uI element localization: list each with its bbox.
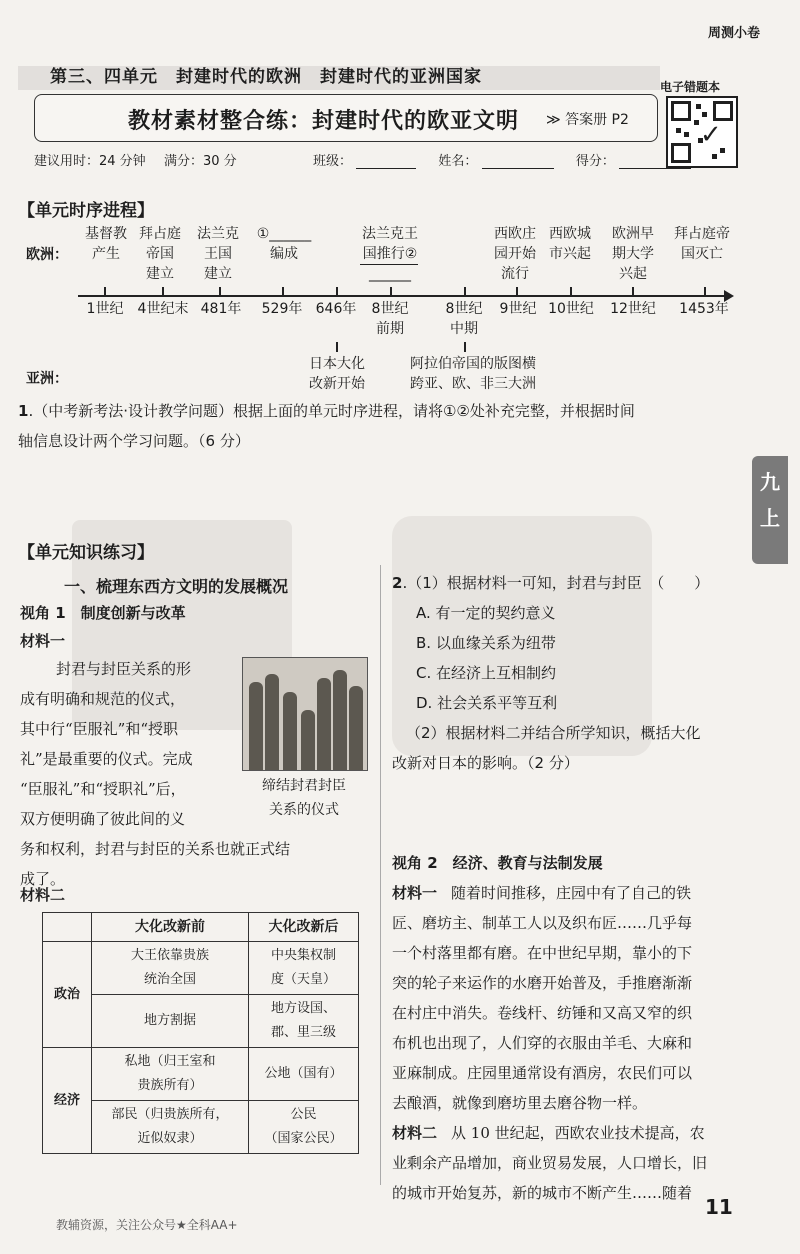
column-header: 大化改新后	[249, 913, 359, 942]
answer-reference: ≫ 答案册 P2	[546, 112, 629, 128]
name-label: 姓名：	[438, 154, 478, 169]
date-label: 8世纪 中期	[445, 301, 483, 337]
asia-tick	[464, 342, 466, 352]
result-field[interactable]	[619, 154, 691, 169]
footer-text: 教辅资源，关注公众号★全科AA+	[56, 1218, 238, 1232]
row-category: 政治	[43, 942, 92, 1048]
column-header: 大化改新前	[92, 913, 249, 942]
grade-side-tab: 九 上	[752, 456, 788, 564]
option-b[interactable]: B. 以血缘关系为纽带	[416, 634, 556, 652]
table-cell: 私地（归王室和 贵族所有）	[92, 1048, 249, 1101]
table-row	[43, 942, 359, 995]
timeline-event-blank-2: 法兰克王 国推行② ______	[362, 226, 418, 282]
axis-tick	[464, 287, 466, 297]
timeline-event: 西欧城 市兴起	[549, 226, 591, 262]
table-cell: 地方设国、 郡、里三级	[249, 995, 359, 1048]
page-number: 11	[705, 1195, 733, 1219]
timeline-event: 法兰克 王国 建立	[197, 226, 239, 282]
view-2-material-1: 材料一 随着时间推移，庄园中有了自己的铁 匠、磨坊主、制革工人以及织布匠……几乎每 一个村落里都有磨。在中世纪早期，靠小的下 突的轮子来运作的水磨开始普及，手推磨渐渐 在村庄中消失。卷线杆、纺锤和又高又窄的织 布机也出现了，人们穿的衣服由羊毛、大麻和 亚麻制成。庄园里通常设有酒房，农民们可以 去酿酒，就像到磨坊里去磨谷物一样。 材料二 从 10 世纪起，西欧农业技术提高，农 业剩余产品增加，商业贸易发展，人口增长，旧 的城市开始复苏，新的城市不断产生……随着	[392, 884, 708, 1202]
name-field[interactable]	[482, 154, 554, 169]
table-cell: 部民（归贵族所有， 近似奴隶）	[92, 1101, 249, 1154]
date-label: 529年	[261, 301, 303, 317]
europe-label: 欧洲：	[26, 247, 68, 263]
asia-event: 日本大化 改新开始	[309, 356, 365, 392]
timeline-heading: 【单元时序进程】	[18, 201, 154, 221]
answer-blank	[360, 264, 418, 265]
asia-label: 亚洲：	[26, 371, 68, 387]
date-label: 10世纪	[548, 301, 594, 317]
table-cell: 中央集权制 度（天皇）	[249, 942, 359, 995]
exam-info	[34, 150, 691, 169]
material-1-text: 封君与封臣关系的形 成有明确和规范的仪式， 其中行“臣服礼”和“授职 礼”是最重要的仪式。完成 “臣服礼”和“授职礼”后， 双方便明确了彼此间的义	[20, 660, 193, 828]
table-cell: 大王依靠贵族 统治全国	[92, 942, 249, 995]
material-label: 材料二	[20, 886, 66, 904]
material-label: 材料一	[20, 632, 66, 650]
main-title: 教材素材整合练：封建时代的欧亚文明	[128, 109, 520, 134]
timeline-event: 西欧庄 园开始 流行	[494, 226, 536, 282]
date-label: 646年	[315, 301, 357, 317]
section-title: 一、梳理东西方文明的发展概况	[64, 577, 289, 596]
axis-tick	[570, 287, 572, 297]
date-label: 1453年	[679, 301, 729, 317]
timeline-event-blank-1: ①______ 编成	[256, 226, 312, 262]
option-a[interactable]: A. 有一定的契约意义	[416, 604, 556, 622]
table-row	[43, 1048, 359, 1101]
date-label: 1世纪	[86, 301, 124, 317]
ceremony-illustration	[242, 657, 368, 771]
header-tag: 周测小卷	[707, 26, 760, 41]
table-cell: 公地（国有）	[249, 1048, 359, 1101]
date-label: 8世纪 前期	[371, 301, 409, 337]
score-text: 满分：30 分	[163, 154, 237, 169]
date-label: 481年	[200, 301, 242, 317]
practice-heading: 【单元知识练习】	[18, 543, 154, 563]
timeline-event: 基督教 产生	[85, 226, 127, 262]
date-label: 9世纪	[499, 301, 537, 317]
unit-title: 第三、四单元 封建时代的欧洲 封建时代的亚洲国家	[50, 67, 482, 87]
column-divider	[380, 565, 381, 1185]
reform-table	[42, 912, 359, 1154]
table-cell: 公民 （国家公民）	[249, 1101, 359, 1154]
axis-tick	[704, 287, 706, 297]
result-label: 得分：	[575, 154, 615, 169]
material-1-tail: 务和权利，封君与封臣的关系也就正式结 成了。	[20, 840, 291, 888]
axis-tick	[336, 287, 338, 297]
option-c[interactable]: C. 在经济上互相制约	[416, 664, 557, 682]
timeline-axis	[78, 295, 726, 297]
axis-tick	[162, 287, 164, 297]
table-cell: 地方割据	[92, 995, 249, 1048]
time-text: 建议用时：24 分钟	[34, 154, 146, 169]
table-header-row	[43, 913, 359, 942]
date-label: 4世纪末	[137, 301, 189, 317]
timeline-event: 拜占庭帝 国灭亡	[674, 226, 730, 262]
row-category: 经济	[43, 1048, 92, 1154]
view-1-heading: 视角 1 制度创新与改革	[20, 604, 186, 622]
axis-tick	[390, 287, 392, 297]
question-2: 2.（1）根据材料一可知，封君与封臣 （ ） A. 有一定的契约意义 B. 以血缘关系为纽带 C. 在经济上互相制约 D. 社会关系平等互利 （2）根据材料二并结合所学知识，概括大化 改新对日本的影响。（2 分）	[392, 568, 742, 778]
question-1: 1.（中考新考法·设计教学问题）根据上面的单元时序进程，请将①②处补充完整，并根据时间 轴信息设计两个学习问题。（6 分）	[18, 402, 635, 450]
check-icon: ✓	[700, 120, 722, 150]
date-label: 12世纪	[610, 301, 656, 317]
timeline-event: 拜占庭 帝国 建立	[139, 226, 181, 282]
axis-tick	[516, 287, 518, 297]
axis-tick	[104, 287, 106, 297]
axis-tick	[282, 287, 284, 297]
option-d[interactable]: D. 社会关系平等互利	[416, 694, 558, 712]
view-2-heading: 视角 2 经济、教育与法制发展	[392, 854, 603, 872]
timeline-event: 欧洲早 期大学 兴起	[612, 226, 654, 282]
class-label: 班级：	[312, 154, 352, 169]
illustration-caption: 缔结封君封臣 关系的仪式	[262, 778, 346, 818]
asia-event: 阿拉伯帝国的版图横 跨亚、欧、非三大洲	[410, 356, 536, 392]
class-field[interactable]	[356, 154, 416, 169]
asia-tick	[336, 342, 338, 352]
qr-label: 电子错题本	[660, 80, 721, 94]
axis-tick	[632, 287, 634, 297]
axis-tick	[219, 287, 221, 297]
